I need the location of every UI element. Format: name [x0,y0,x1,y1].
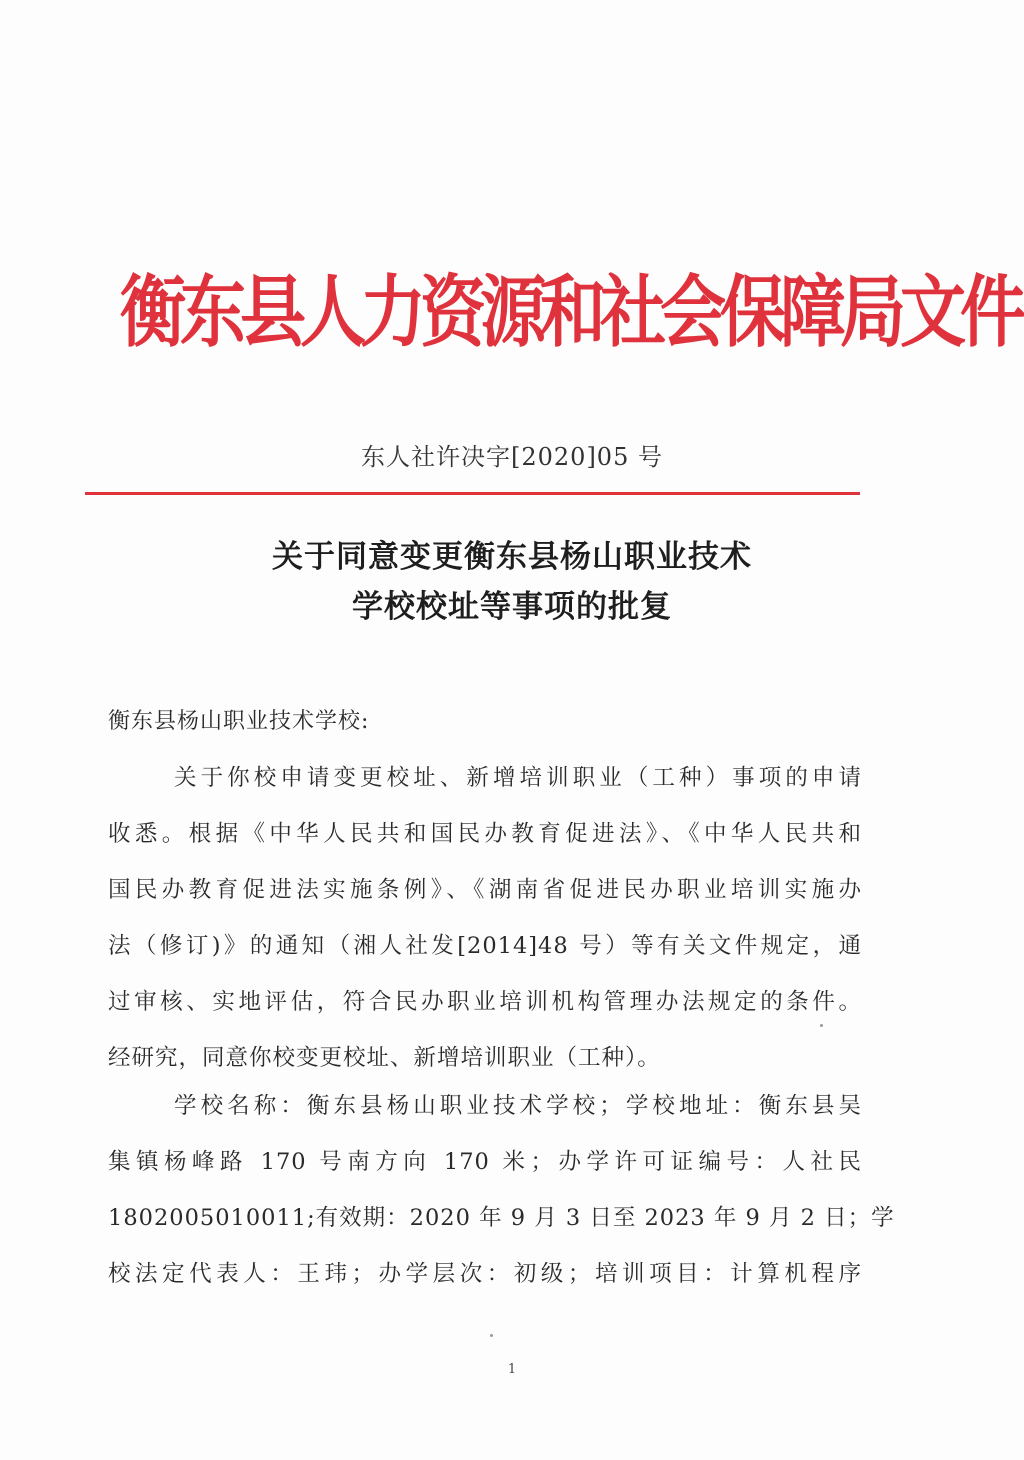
document-title [0,532,1024,632]
title-line-2: 学校校址等事项的批复 [352,589,672,625]
paragraph-line: 国民办教育促进法实施条例》、《湖南省促进民办职业培训实施办 [108,877,862,903]
paragraph-line: 关于你校申请变更校址、新增培训职业（工种）事项的申请 [174,765,862,791]
paragraph-line: 收悉。根据《中华人民共和国民办教育促进法》、《中华人民共和 [108,821,862,847]
paragraph-approval-basis [108,750,862,1086]
paragraph-line: 1802005010011;有效期：2020 年 9 月 3 日至 2023 年 9 月 2 日；学 [108,1205,895,1231]
scan-speck [490,1334,493,1337]
paragraph-line: 过审核、实地评估，符合民办职业培训机构管理办法规定的条件。 [108,989,862,1015]
paragraph-line: 法（修订)》的通知（湘人社发[2014]48 号）等有关文件规定，通 [108,933,862,959]
addressee: 衡东县杨山职业技术学校: [108,709,370,734]
paragraph-line: 学校名称：衡东县杨山职业技术学校；学校地址：衡东县吴 [174,1093,862,1119]
document-number: 东人社许决字[2020]05 号 [361,443,663,471]
red-divider-line [85,492,860,495]
paragraph-line: 校法定代表人：王玮；办学层次：初级；培训项目：计算机程序 [108,1261,862,1287]
paragraph-line: 集镇杨峰路 170 号南方向 170 米；办学许可证编号：人社民 [108,1149,862,1175]
document-header-title: 衡东县人力资源和社会保障局文件 [120,265,1020,359]
title-line-1: 关于同意变更衡东县杨山职业技术 [272,539,752,575]
paragraph-school-details [108,1078,895,1302]
paragraph-line: 经研究，同意你校变更校址、新增培训职业（工种）。 [108,1045,661,1071]
page-number: 1 [507,1362,517,1377]
scan-speck [820,1024,823,1027]
